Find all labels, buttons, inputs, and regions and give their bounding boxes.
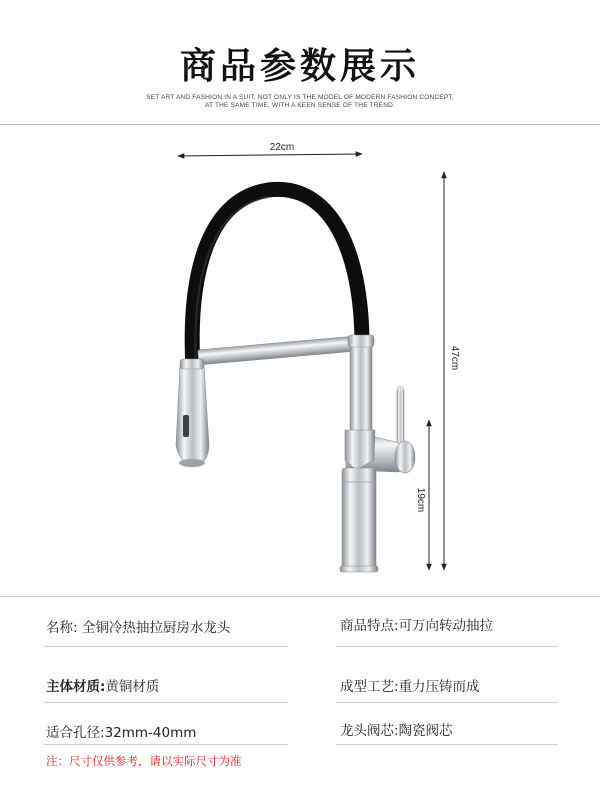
body-height-label: 19cm: [415, 487, 426, 513]
spec-feature: [340, 614, 493, 634]
spec-name: [46, 616, 230, 636]
width-label: 22cm: [269, 142, 295, 153]
header-divider: [0, 124, 600, 125]
spec-valve: [340, 719, 453, 739]
subtitle-line-2: AT THE SAME TIME, WITH A KEEN SENSE OF THE TREND.: [204, 102, 396, 109]
spout-column: [350, 342, 372, 432]
page-title: 商品参数展示: [179, 46, 420, 87]
width-dimension: [178, 142, 362, 156]
spec-material-label: 主体材质:: [46, 679, 106, 695]
faucet-diagram: [0, 130, 600, 590]
row2-right-divider: [336, 702, 558, 703]
row3-right-divider: [336, 744, 558, 745]
spec-hole-value: 32mm-40mm: [104, 725, 197, 741]
spec-feature-value: 可万向转动抽拉: [398, 618, 494, 634]
diagram-divider: [0, 596, 600, 597]
spec-process-label: 成型工艺:: [340, 679, 399, 695]
row2-left-divider: [44, 702, 288, 703]
height-dimension: [444, 172, 460, 570]
body-height-dimension: [415, 420, 429, 570]
spec-hole-label: 适合孔径:: [46, 725, 105, 741]
subtitle-line-1: SET ART AND FASHION IN A SUIT, NOT ONLY IS THE MODEL OF MODERN FASHION CONCEPT,: [146, 94, 454, 101]
spec-name-value: 全铜冷热抽拉厨房水龙头: [81, 620, 231, 636]
row1-right-divider: [336, 646, 558, 647]
row3-left-divider: [44, 744, 288, 745]
height-label: 47cm: [449, 345, 460, 371]
holder-bar: [198, 336, 357, 365]
spec-valve-value: 陶瓷阀芯: [398, 723, 453, 739]
row1-left-divider: [44, 646, 288, 647]
spec-hole: [46, 721, 196, 741]
spec-material: [46, 675, 159, 695]
spec-process: [340, 675, 480, 695]
faucet-body: [340, 430, 378, 572]
spec-process-value: 重力压铸而成: [398, 679, 480, 695]
spray-head: [176, 359, 209, 467]
spec-valve-label: 龙头阀芯:: [340, 723, 399, 739]
spec-material-value: 黄铜材质: [105, 679, 160, 695]
spec-name-label: 名称:: [46, 620, 78, 636]
spec-feature-label: 商品特点:: [340, 618, 399, 634]
size-disclaimer: 注：尺寸仅供参考，请以实际尺寸为准: [46, 754, 242, 768]
